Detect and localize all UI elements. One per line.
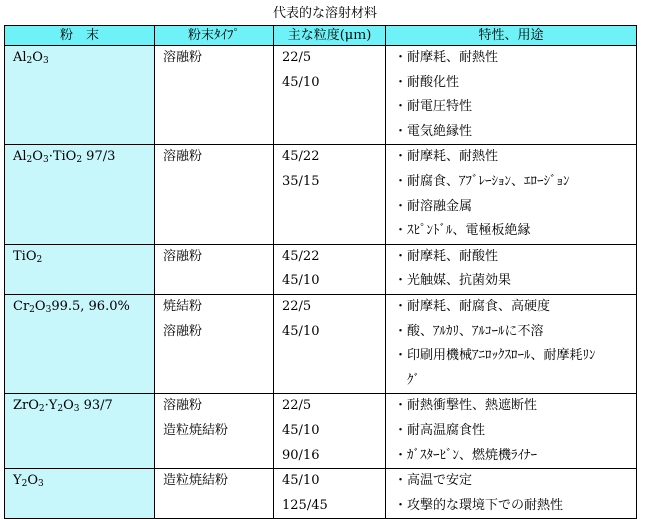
formula-text: Al	[13, 50, 27, 65]
formula-text: 99.5, 96.0%	[51, 298, 130, 314]
property-item: ・耐酸化性	[394, 74, 460, 90]
powder-type-cell	[155, 46, 274, 145]
powder-name	[13, 245, 146, 270]
header-row	[5, 26, 637, 46]
property-item: ｸﾞ	[394, 372, 421, 388]
powder-type: 溶融粉	[163, 323, 203, 339]
formula-subscript: 3	[73, 404, 80, 415]
particle-size: 45/10	[282, 323, 320, 339]
powder-cell	[5, 469, 155, 519]
properties-uses-cell	[386, 469, 637, 519]
formula-subscript: 3	[42, 56, 49, 66]
property-item: ・ｽﾋﾟﾝﾄﾞﾙ、電極板絶縁	[394, 223, 531, 239]
formula-text: O	[63, 398, 74, 414]
particle-size: 45/22	[282, 248, 320, 264]
table-row	[5, 145, 637, 244]
powder-type: 造粒焼結粉	[163, 422, 229, 438]
particle-size-cell	[274, 469, 386, 519]
property-item: ・耐摩耗、耐熱性	[394, 50, 499, 65]
header-particle-size: 主な粒度(μｍ)	[274, 26, 386, 46]
formula-subscript: 2	[57, 404, 64, 415]
powder-type-cell	[155, 394, 274, 469]
property-item: ・高温で安定	[394, 473, 473, 489]
particle-size: 22/5	[282, 50, 312, 65]
table-row	[5, 46, 637, 145]
property-item: ・印刷用機械ｱﾆﾛｯｸｽﾛｰﾙ、耐摩耗ﾘﾝ	[394, 348, 596, 364]
particle-size: 22/5	[282, 398, 312, 414]
properties-uses-cell	[386, 145, 637, 244]
powder-type: 焼結粉	[163, 298, 203, 314]
property-item: ・耐摩耗、耐熱性	[394, 149, 499, 165]
property-item: ・酸、ｱﾙｶﾘ、ｱﾙｺｰﾙに不溶	[394, 323, 544, 339]
powder-type-cell	[155, 145, 274, 244]
formula-subscript: 3	[42, 155, 49, 166]
powder-type-cell	[155, 244, 274, 294]
particle-size: 45/10	[282, 473, 320, 489]
property-item: ・光触媒、抗菌効果	[394, 273, 512, 289]
particle-size-cell	[274, 145, 386, 244]
particle-size-cell	[274, 244, 386, 294]
property-item: ・耐電圧特性	[394, 99, 473, 115]
header-properties-uses: 特性、用途	[386, 26, 637, 46]
table-row	[5, 469, 637, 519]
formula-subscript: 3	[38, 479, 44, 490]
particle-size: 90/16	[282, 447, 320, 463]
powder-name	[13, 295, 146, 320]
powder-name	[13, 394, 146, 419]
property-item: ・ｶﾞｽﾀｰﾋﾞﾝ、燃焼機ﾗｲﾅｰ	[394, 447, 538, 463]
powder-name	[13, 145, 146, 170]
formula-subscript: 2	[26, 56, 33, 66]
formula-text: ·Y	[44, 398, 58, 414]
particle-size: 45/10	[282, 74, 320, 90]
formula-subscript: 2	[36, 254, 43, 265]
formula-text: 93/7	[79, 398, 113, 414]
powder-type: 溶融粉	[163, 149, 203, 165]
particle-size-cell	[274, 294, 386, 393]
powder-type: 溶融粉	[163, 50, 203, 65]
powder-name	[13, 46, 146, 71]
powder-cell	[5, 294, 155, 393]
powder-cell	[5, 244, 155, 294]
header-powder: 粉 末	[5, 26, 155, 46]
particle-size: 125/45	[282, 497, 328, 513]
powder-type: 溶融粉	[163, 398, 203, 414]
property-item: ・耐摩耗、耐腐食、高硬度	[394, 298, 551, 314]
header-powder-type: 粉末ﾀｲﾌﾟ	[155, 26, 274, 46]
formula-text: ZrO	[13, 398, 39, 414]
formula-subscript: 2	[38, 404, 45, 415]
particle-size: 45/22	[282, 149, 320, 165]
table-row	[5, 294, 637, 393]
property-item: ・電気絶縁性	[394, 123, 473, 139]
formula-subscript: 3	[45, 304, 52, 315]
powder-name	[13, 469, 146, 494]
formula-text: ·TiO	[48, 149, 77, 165]
formula-subscript: 2	[21, 479, 28, 490]
formula-subscript: 2	[26, 155, 33, 166]
properties-uses-cell	[386, 244, 637, 294]
formula-subscript: 2	[29, 304, 35, 315]
powder-cell	[5, 394, 155, 469]
properties-uses-cell	[386, 294, 637, 393]
property-item: ・耐摩耗、耐酸性	[394, 248, 499, 264]
property-item: ・耐腐食、ｱﾌﾞﾚｰｼｮﾝ、ｴﾛｰｼﾞｮﾝ	[394, 173, 570, 189]
powder-cell	[5, 46, 155, 145]
formula-text: Al	[13, 149, 27, 165]
formula-text: Cr	[13, 298, 30, 314]
spray-materials-table	[4, 25, 637, 519]
particle-size: 35/15	[282, 173, 320, 189]
property-item: ・耐熱衝撃性、熱遮断性	[394, 398, 538, 414]
powder-type: 溶融粉	[163, 248, 203, 264]
property-item: ・攻撃的な環境下での耐熱性	[394, 497, 564, 513]
properties-uses-cell	[386, 46, 637, 145]
table-row	[5, 394, 637, 469]
formula-text: O	[32, 50, 43, 65]
powder-cell	[5, 145, 155, 244]
table-caption: 代表的な溶射材料	[272, 6, 377, 21]
formula-text: 97/3	[82, 149, 116, 165]
properties-uses-cell	[386, 394, 637, 469]
particle-size-cell	[274, 394, 386, 469]
formula-text: O	[27, 473, 38, 489]
formula-subscript: 2	[76, 155, 83, 166]
powder-type-cell	[155, 469, 274, 519]
formula-text: Y	[13, 473, 22, 489]
table-row	[5, 244, 637, 294]
powder-type-cell	[155, 294, 274, 393]
formula-text: TiO	[13, 248, 37, 264]
particle-size-cell	[274, 46, 386, 145]
formula-text: O	[34, 298, 46, 314]
property-item: ・耐溶融金属	[394, 198, 473, 214]
property-item: ・耐高温腐食性	[394, 422, 486, 438]
formula-text: O	[32, 149, 43, 165]
particle-size: 45/10	[282, 422, 320, 438]
particle-size: 22/5	[282, 298, 312, 314]
particle-size: 45/10	[282, 273, 320, 289]
powder-type: 造粒焼結粉	[163, 473, 229, 489]
